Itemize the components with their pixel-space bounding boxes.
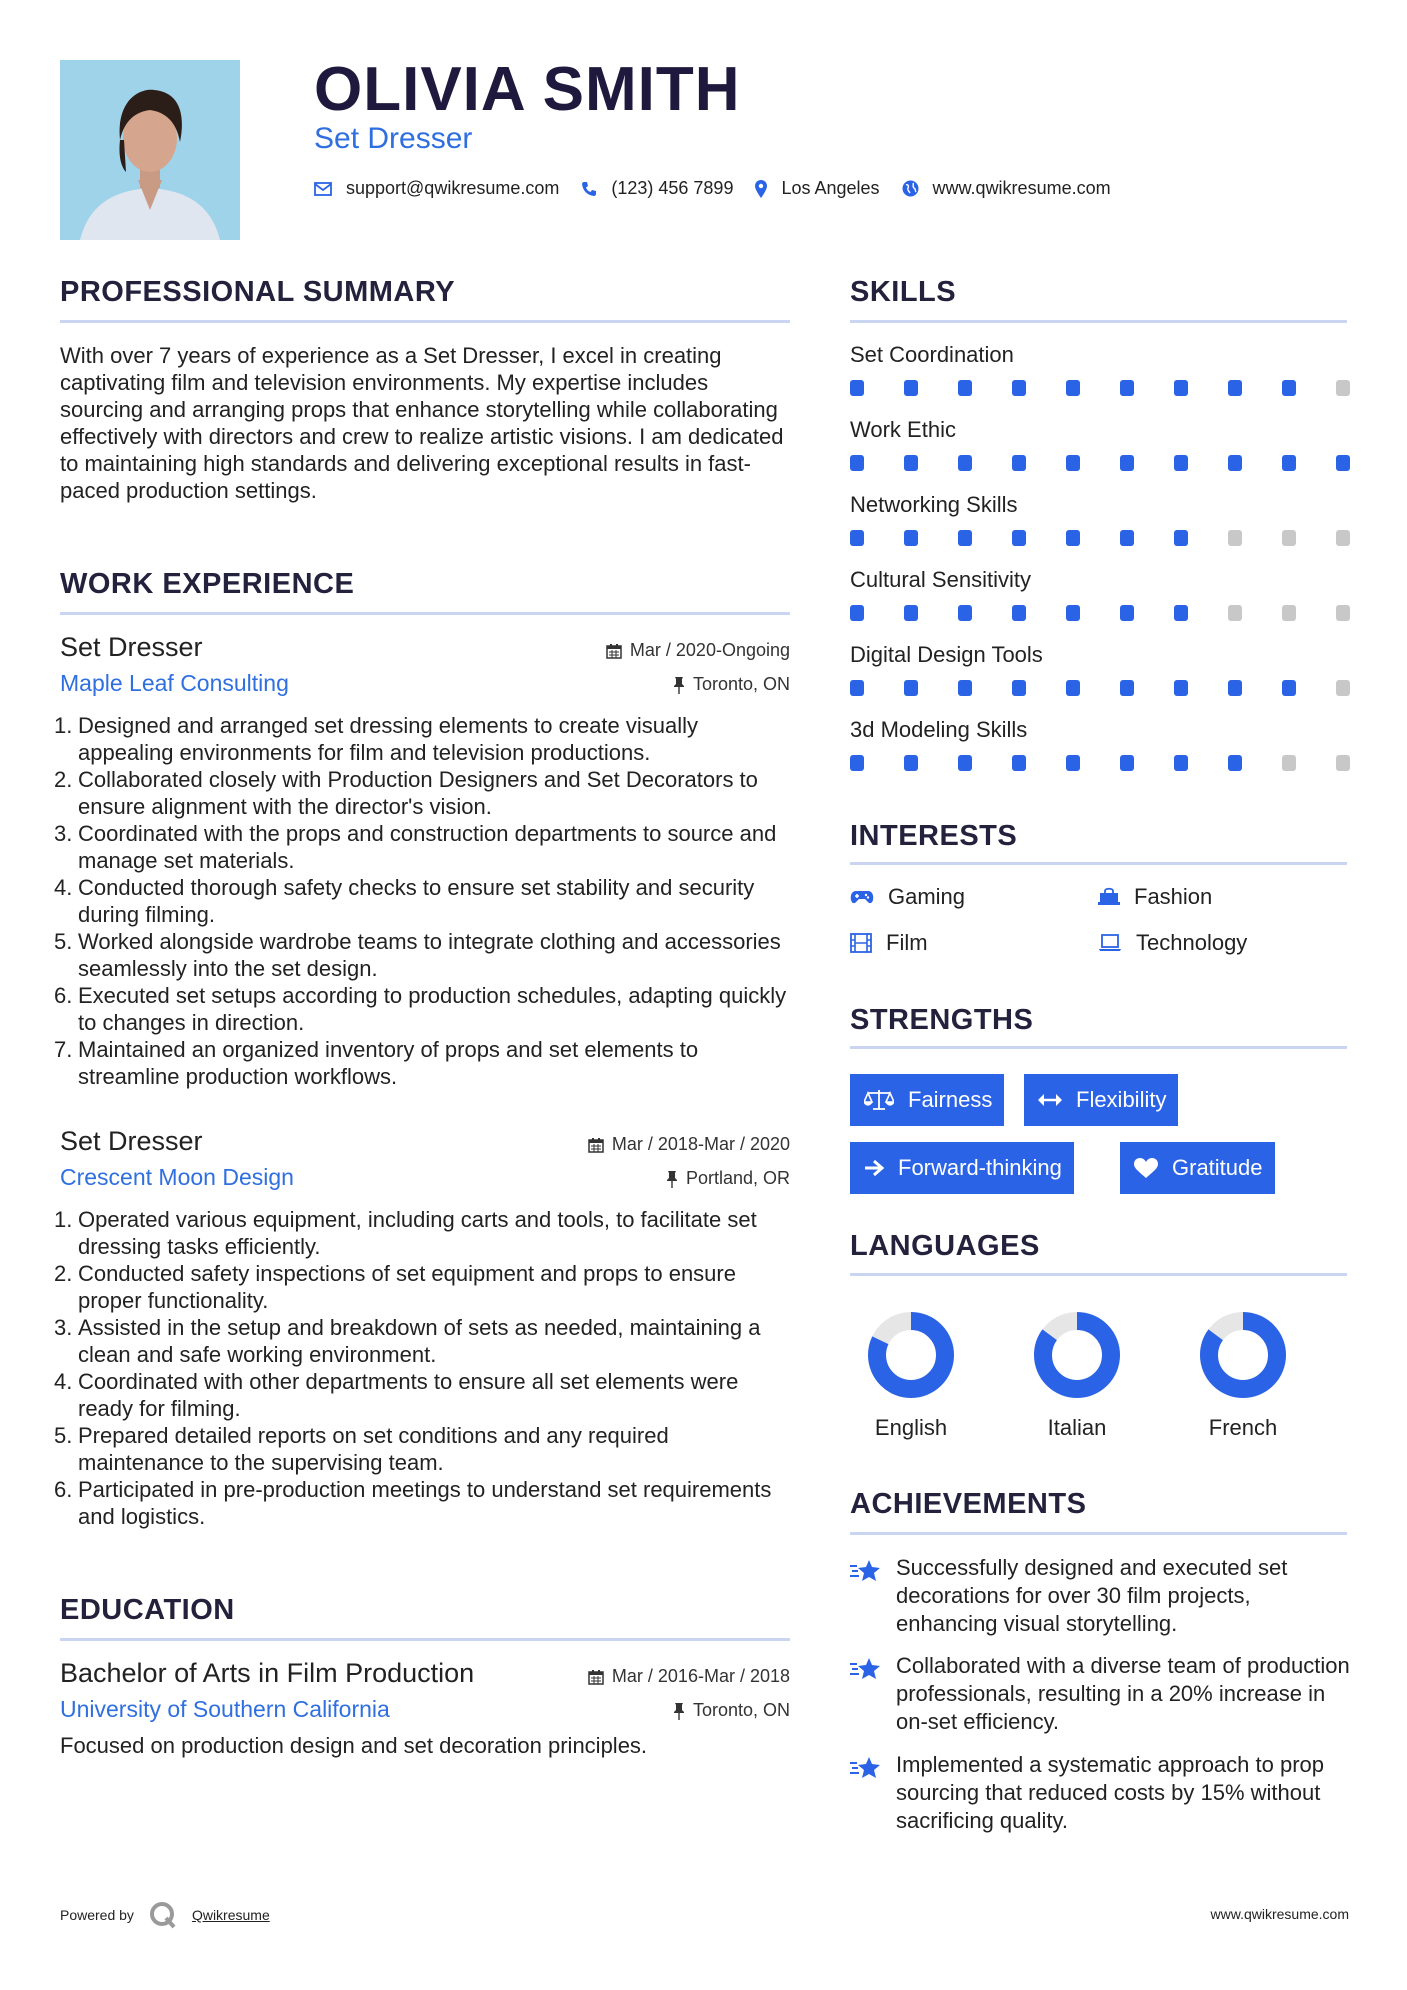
strengths-heading: STRENGTHS [850, 1004, 1034, 1036]
job-title: Set Dresser [60, 632, 203, 662]
skill-dot [850, 530, 864, 546]
candidate-name: OLIVIA SMITH [314, 55, 741, 124]
list-item: 1. Operated various equipment, including carts and tools, to facilitate set dressing tasks efficiently. [54, 1207, 757, 1259]
arrow-right-icon [864, 1159, 884, 1177]
pushpin-icon [673, 1702, 685, 1720]
calendar-icon [606, 643, 622, 659]
skill-rating [850, 380, 1350, 396]
achievement-item: Successfully designed and executed set decorations for over 30 film projects, enhancing visual storytelling. [850, 1554, 1350, 1638]
skill-dot [850, 380, 864, 396]
skill-dot [1120, 605, 1134, 621]
job-dates: Mar / 2020-Ongoing [606, 640, 790, 661]
calendar-icon [588, 1137, 604, 1153]
skill-dot [850, 455, 864, 471]
skill-dot [1174, 755, 1188, 771]
skill-dot [1066, 755, 1080, 771]
job-entry [54, 1126, 790, 1530]
contact-location [755, 178, 879, 199]
skill-dot [1282, 530, 1296, 546]
envelope-icon [314, 182, 332, 196]
achievements-heading: ACHIEVEMENTS [850, 1488, 1087, 1520]
skill-dot [1336, 530, 1350, 546]
interests-heading: INTERESTS [850, 820, 1018, 852]
language-item [1178, 1310, 1308, 1441]
summary-divider [60, 320, 790, 323]
skill-dot [1228, 380, 1242, 396]
pushpin-icon [673, 676, 685, 694]
experience-divider [60, 612, 790, 615]
skill-dot [1228, 680, 1242, 696]
skill-dot [904, 755, 918, 771]
skill-item [850, 642, 1350, 717]
skill-dot [1336, 380, 1350, 396]
skill-item [850, 342, 1350, 417]
summary-text: With over 7 years of experience as a Set Dresser, I excel in creating captivating film and television environments. My expertise includes sourcing and arranging props that enhance storytelling while collaborating effectively with directors and crew to realize artistic visions. I am dedicated to maintaining high standards and delivering exceptional results in fast-paced production settings. [60, 343, 784, 503]
job-location: Toronto, ON [673, 674, 790, 695]
skill-dot [958, 755, 972, 771]
language-name: English [874, 1415, 948, 1440]
arrows-horizontal-icon [1038, 1093, 1062, 1107]
list-item: 6. Participated in pre-production meetings to understand set requirements and logistics. [54, 1477, 772, 1529]
list-item: 1. Designed and arranged set dressing elements to create visually appealing environments for film and television productions. [54, 713, 699, 765]
skill-dot [1066, 380, 1080, 396]
skills-divider [850, 320, 1347, 323]
heart-icon [1134, 1158, 1158, 1179]
skill-rating [850, 605, 1350, 621]
language-item [846, 1310, 976, 1441]
skill-dot [958, 680, 972, 696]
skills-heading: SKILLS [850, 276, 957, 308]
interest-item: Film [850, 930, 928, 956]
strengths-divider [850, 1046, 1347, 1049]
skill-dot [1282, 455, 1296, 471]
skill-dot [850, 605, 864, 621]
gamepad-icon [850, 889, 874, 905]
list-item: 2. Conducted safety inspections of set equipment and props to ensure proper functionality. [54, 1261, 736, 1313]
skill-item [850, 492, 1350, 567]
skill-dot [1120, 680, 1134, 696]
skill-dot [1066, 455, 1080, 471]
skill-dot [1228, 605, 1242, 621]
skill-rating [850, 455, 1350, 471]
skill-dot [1174, 455, 1188, 471]
achievement-item: Implemented a systematic approach to prop sourcing that reduced costs by 15% without sacrificing quality. [850, 1751, 1350, 1835]
strength-badge: Gratitude [1120, 1142, 1275, 1194]
skill-dot [1012, 380, 1026, 396]
skill-item [850, 417, 1350, 492]
skill-dot [958, 380, 972, 396]
skill-rating [850, 530, 1350, 546]
shooting-star-icon [850, 1558, 882, 1584]
skill-dot [1012, 680, 1026, 696]
map-pin-icon [755, 180, 767, 198]
footer-branding: Powered by Qwikresume [60, 1900, 270, 1930]
skill-dot [1012, 605, 1026, 621]
skill-dot [1336, 755, 1350, 771]
education-dates: Mar / 2016-Mar / 2018 [588, 1666, 790, 1687]
list-item: 5. Worked alongside wardrobe teams to integrate clothing and accessories seamlessly into the set design. [54, 929, 781, 981]
contact-phone[interactable] [581, 178, 733, 199]
skill-dot [1282, 755, 1296, 771]
degree-title: Bachelor of Arts in Film Production [60, 1658, 475, 1688]
skill-name: Set Coordination [850, 342, 1014, 367]
location-text: Los Angeles [781, 178, 880, 198]
education-heading: EDUCATION [60, 1594, 235, 1626]
interest-item: Technology [1098, 930, 1247, 956]
interest-item: Fashion [1098, 884, 1212, 910]
shopping-bag-icon [1098, 887, 1120, 907]
skill-dot [1282, 380, 1296, 396]
shooting-star-icon [850, 1755, 882, 1781]
job-title: Set Dresser [60, 1126, 203, 1156]
email-text: support@qwikresume.com [346, 178, 560, 198]
skill-dot [1228, 530, 1242, 546]
skill-dot [1336, 455, 1350, 471]
company-name: Crescent Moon Design [60, 1164, 294, 1190]
skill-dot [1336, 605, 1350, 621]
skill-dot [1012, 530, 1026, 546]
skill-item [850, 717, 1350, 792]
laptop-icon [1098, 934, 1122, 952]
skill-dot [1174, 680, 1188, 696]
skill-dot [1120, 380, 1134, 396]
skill-dot [1120, 755, 1134, 771]
language-donut [1032, 1310, 1122, 1400]
contact-email[interactable] [314, 178, 559, 199]
skill-dot [1228, 755, 1242, 771]
pushpin-icon [666, 1170, 678, 1188]
skill-dot [904, 380, 918, 396]
footer-url[interactable]: www.qwikresume.com [1210, 1906, 1349, 1922]
experience-heading: WORK EXPERIENCE [60, 568, 355, 600]
shooting-star-icon [850, 1656, 882, 1682]
skill-dot [1066, 530, 1080, 546]
skill-name: Work Ethic [850, 417, 956, 442]
profile-photo [60, 60, 240, 240]
skill-name: Digital Design Tools [850, 642, 1043, 667]
skill-dot [958, 605, 972, 621]
language-donut [1198, 1310, 1288, 1400]
skill-name: Networking Skills [850, 492, 1018, 517]
education-divider [60, 1638, 790, 1641]
list-item: 4. Conducted thorough safety checks to ensure set stability and security during filming. [54, 875, 755, 927]
list-item: 6. Executed set setups according to production schedules, adapting quickly to changes in direction. [54, 983, 787, 1035]
language-name: French [1208, 1415, 1278, 1440]
skill-dot [1120, 530, 1134, 546]
skill-item [850, 567, 1350, 642]
list-item: 5. Prepared detailed reports on set conditions and any required maintenance to the supervising team. [54, 1423, 669, 1475]
language-donut [866, 1310, 956, 1400]
language-item [1012, 1310, 1142, 1441]
skill-dot [1174, 605, 1188, 621]
education-description: Focused on production design and set decoration principles. [60, 1733, 648, 1758]
skill-dot [1120, 455, 1134, 471]
skill-name: 3d Modeling Skills [850, 717, 1028, 742]
list-item: 3. Coordinated with the props and construction departments to source and manage set materials. [54, 821, 777, 873]
skill-name: Cultural Sensitivity [850, 567, 1031, 592]
languages-heading: LANGUAGES [850, 1230, 1040, 1262]
skill-dot [904, 680, 918, 696]
film-icon [850, 933, 872, 953]
skill-dot [1174, 380, 1188, 396]
language-name: Italian [1047, 1415, 1107, 1440]
skill-dot [1012, 455, 1026, 471]
skill-rating [850, 755, 1350, 771]
skill-dot [904, 455, 918, 471]
skill-dot [1282, 605, 1296, 621]
skill-rating [850, 680, 1350, 696]
calendar-icon [588, 1669, 604, 1685]
list-item: 4. Coordinated with other departments to ensure all set elements were ready for filming. [54, 1369, 739, 1421]
skill-dot [1066, 680, 1080, 696]
skill-dot [1282, 680, 1296, 696]
skill-dot [1336, 680, 1350, 696]
skill-dot [850, 755, 864, 771]
skill-dot [1228, 455, 1242, 471]
balance-scale-icon [864, 1089, 894, 1111]
skill-dot [904, 530, 918, 546]
phone-icon [581, 181, 597, 197]
skill-dot [958, 455, 972, 471]
interests-divider [850, 862, 1347, 865]
list-item: 3. Assisted in the setup and breakdown of sets as needed, maintaining a clean and safe working environment. [54, 1315, 761, 1367]
job-location: Portland, OR [666, 1168, 790, 1189]
skill-dot [1066, 605, 1080, 621]
contact-website[interactable] [902, 178, 1111, 199]
contact-bar [314, 178, 1133, 199]
skill-dot [1012, 755, 1026, 771]
skill-dot [904, 605, 918, 621]
interest-item: Gaming [850, 884, 965, 910]
school-name: University of Southern California [60, 1696, 390, 1722]
globe-icon [902, 180, 919, 197]
summary-heading: PROFESSIONAL SUMMARY [60, 276, 456, 308]
languages-divider [850, 1273, 1347, 1276]
list-item: 2. Collaborated closely with Production Designers and Set Decorators to ensure alignment with the director's vision. [54, 767, 758, 819]
skill-dot [958, 530, 972, 546]
qwikresume-logo-icon [148, 1900, 178, 1930]
job-dates: Mar / 2018-Mar / 2020 [588, 1134, 790, 1155]
achievements-divider [850, 1532, 1347, 1535]
achievement-item: Collaborated with a diverse team of production professionals, resulting in a 20% increase in on-set efficiency. [850, 1652, 1350, 1736]
list-item: 7. Maintained an organized inventory of props and set elements to streamline production workflows. [54, 1037, 699, 1089]
candidate-role: Set Dresser [314, 122, 473, 155]
strength-badge: Forward-thinking [850, 1142, 1074, 1194]
education-entry [60, 1658, 790, 1759]
company-name: Maple Leaf Consulting [60, 670, 289, 696]
strength-badge: Flexibility [1024, 1074, 1178, 1126]
phone-text: (123) 456 7899 [611, 178, 734, 198]
footer-brand-link[interactable]: Qwikresume [191, 1907, 270, 1923]
skill-dot [1174, 530, 1188, 546]
skill-list [850, 342, 1350, 792]
strength-badge: Fairness [850, 1074, 1004, 1126]
website-text: www.qwikresume.com [932, 178, 1111, 198]
job-entry [54, 632, 790, 1090]
skill-dot [850, 680, 864, 696]
education-location: Toronto, ON [673, 1700, 790, 1721]
